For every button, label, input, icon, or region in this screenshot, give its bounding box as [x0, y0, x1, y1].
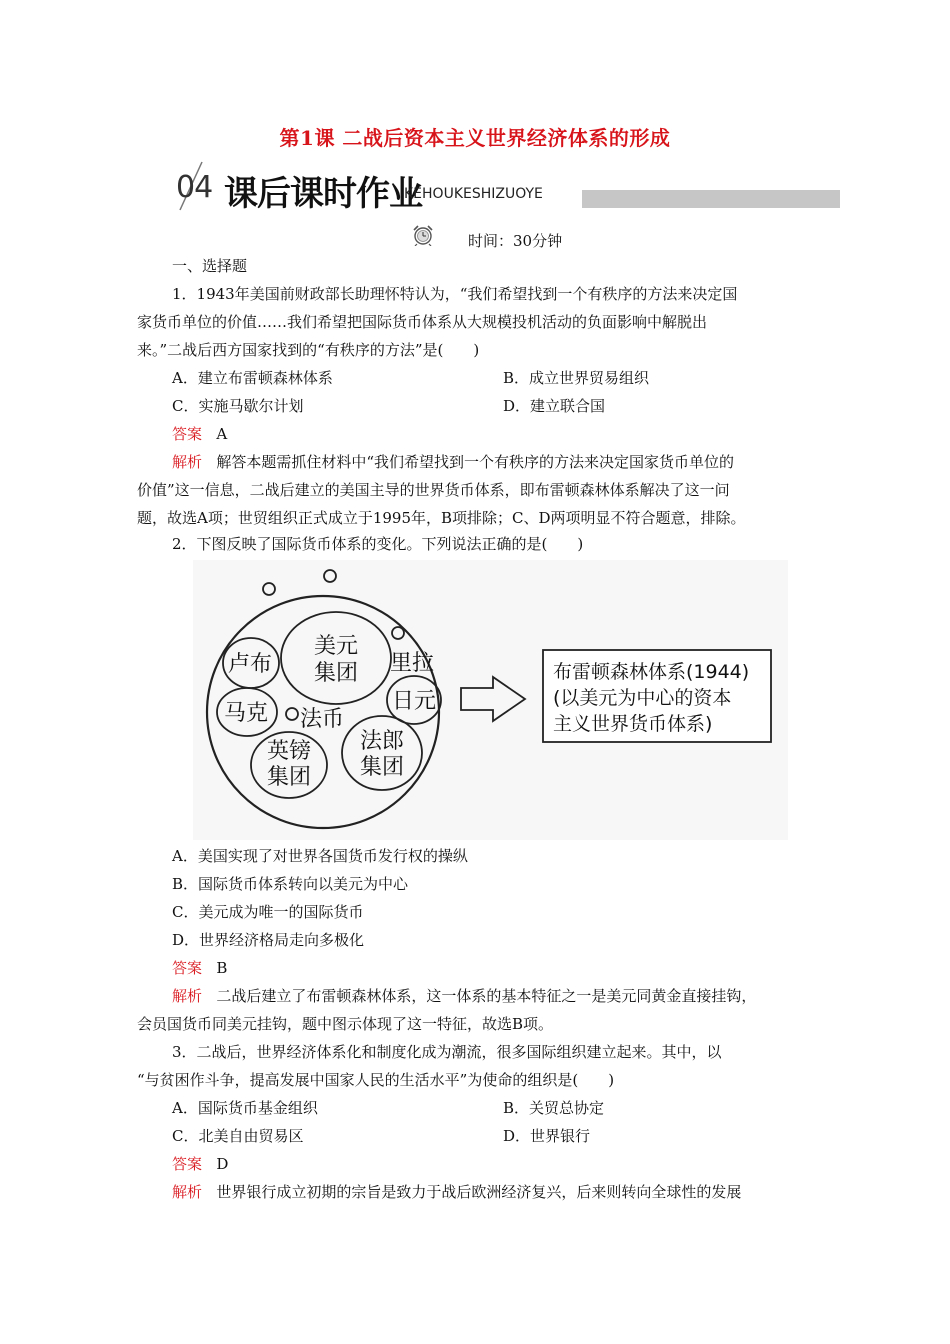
q3-option-d: D．世界银行 — [503, 1127, 591, 1145]
analysis-label: 解析 — [172, 987, 203, 1005]
q3-stem-line-2: “与贫困作斗争，提高发展中国家人民的生活水平”为使命的组织是( ) — [137, 1071, 615, 1089]
diagram-label: 里拉 — [389, 651, 435, 676]
banner-heading: 课后课时作业 — [224, 174, 422, 214]
diagram-label: 法郎 — [359, 729, 405, 754]
diagram-label: 英镑 — [266, 739, 312, 764]
answer-label: 答案 — [172, 959, 203, 977]
diagram-label: 法币 — [299, 707, 345, 732]
answer-label: 答案 — [172, 1155, 203, 1173]
box-line: (以美元为中心的资本 — [553, 687, 732, 709]
lesson-title: 第1课 二战后资本主义世界经济体系的形成 — [279, 126, 671, 150]
diagram-label: 美元 — [313, 634, 359, 659]
q2-stem: 2．下图反映了国际货币体系的变化。下列说法正确的是( ) — [172, 535, 584, 553]
analysis-label: 解析 — [172, 453, 203, 471]
box-line: 布雷顿森林体系(1944) — [553, 661, 750, 683]
q2-answer — [172, 954, 227, 982]
banner-number: 04 — [176, 170, 213, 205]
q3-option-c: C．北美自由贸易区 — [172, 1127, 304, 1145]
q3-option-b: B．关贸总协定 — [503, 1099, 605, 1117]
diagram-label: 日元 — [391, 689, 437, 714]
q3-stem-line-1: 3．二战后，世界经济体系化和制度化成为潮流，很多国际组织建立起来。其中，以 — [172, 1043, 722, 1061]
q1-analysis-line-2: 价值”这一信息，二战后建立的美国主导的世界货币体系，即布雷顿森林体系解决了这一问 — [137, 481, 730, 499]
q1-stem-line-2: 家货币单位的价值……我们希望把国际货币体系从大规模投机活动的负面影响中解脱出 — [137, 313, 708, 331]
q2-analysis-line-1 — [172, 982, 756, 1010]
box-line: 主义世界货币体系) — [553, 713, 713, 735]
banner-pinyin: KEHOUKESHIZUOYE — [404, 186, 543, 202]
diagram-label: 集团 — [313, 661, 359, 686]
answer-value: A — [216, 425, 228, 443]
q1-answer — [172, 420, 227, 448]
q2-option-b: B．国际货币体系转向以美元为中心 — [172, 875, 409, 893]
q1-analysis-line-3: 题，故选A项；世贸组织正式成立于1995年，B项排除；C、D两项明显不符合题意，排除。 — [137, 509, 746, 527]
diagram-label: 马克 — [223, 701, 269, 726]
q1-analysis-line-1 — [172, 448, 734, 476]
analysis-text: 解答本题需抓住材料中“我们希望找到一个有秩序的方法来决定国家货币单位的 — [216, 453, 735, 471]
q1-stem-line-1: 1．1943年美国前财政部长助理怀特认为，“我们希望找到一个有秩序的方法来决定国 — [172, 285, 738, 303]
answer-value: D — [216, 1155, 229, 1173]
answer-label: 答案 — [172, 425, 203, 443]
alarm-clock-icon — [410, 224, 436, 246]
q1-stem-line-3: 来。”二战后西方国家找到的“有秩序的方法”是( ) — [137, 341, 480, 359]
currency-system-diagram — [193, 560, 788, 840]
time-limit: 时间：30分钟 — [468, 232, 563, 250]
q2-option-c: C．美元成为唯一的国际货币 — [172, 903, 364, 921]
diagram-label: 卢布 — [227, 652, 273, 677]
q3-answer — [172, 1150, 228, 1178]
analysis-text: 二战后建立了布雷顿森林体系，这一体系的基本特征之一是美元同黄金直接挂钩， — [216, 987, 757, 1005]
answer-value: B — [216, 959, 228, 977]
q3-option-a: A．国际货币基金组织 — [172, 1099, 318, 1117]
q2-option-a: A．美国实现了对世界各国货币发行权的操纵 — [172, 847, 468, 865]
q1-option-b: B．成立世界贸易组织 — [503, 369, 650, 387]
analysis-text: 世界银行成立初期的宗旨是致力于战后欧洲经济复兴，后来则转向全球性的发展 — [216, 1183, 742, 1201]
q1-option-a: A．建立布雷顿森林体系 — [172, 369, 333, 387]
banner-bar — [582, 190, 840, 208]
diagram-label: 集团 — [359, 755, 405, 780]
homework-banner — [172, 160, 840, 212]
q2-option-d: D．世界经济格局走向多极化 — [172, 931, 365, 949]
analysis-label: 解析 — [172, 1183, 203, 1201]
q3-analysis-line-1 — [172, 1178, 741, 1206]
diagram-label: 集团 — [266, 765, 312, 790]
q2-analysis-line-2: 会员国货币同美元挂钩，题中图示体现了这一特征，故选B项。 — [137, 1015, 554, 1033]
section-heading: 一、选择题 — [172, 257, 248, 275]
q1-option-c: C．实施马歇尔计划 — [172, 397, 304, 415]
q1-option-d: D．建立联合国 — [503, 397, 606, 415]
